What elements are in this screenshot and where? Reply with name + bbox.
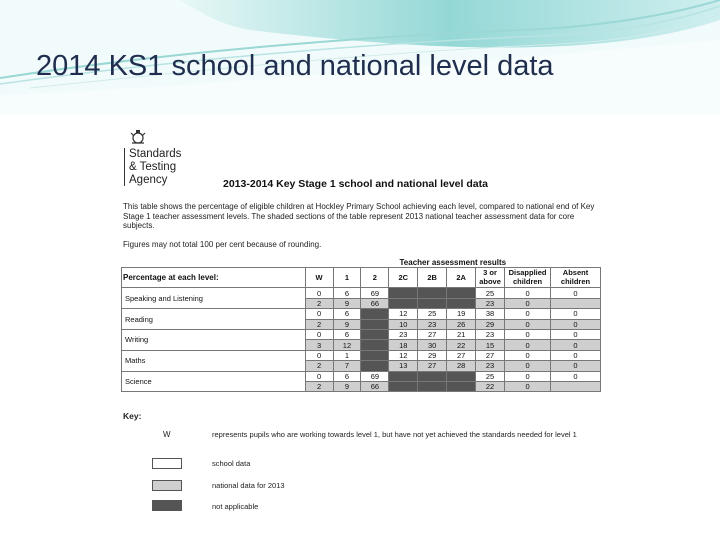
data-cell: 0 — [505, 288, 551, 298]
data-cell: 15 — [476, 340, 505, 350]
data-cell: 19 — [447, 309, 476, 319]
agency-name-line: & Testing — [129, 161, 177, 173]
data-cell: 23 — [476, 361, 505, 371]
not-applicable-cell — [361, 319, 389, 329]
data-cell: 0 — [505, 371, 551, 381]
column-header: Disapplied children — [505, 268, 551, 288]
column-header: 2B — [418, 268, 447, 288]
data-cell: 0 — [551, 319, 601, 329]
column-header: 1 — [333, 268, 361, 288]
data-cell: 0 — [305, 288, 333, 298]
school-data-row — [122, 329, 601, 339]
data-cell: 2 — [305, 319, 333, 329]
data-cell: 25 — [476, 288, 505, 298]
data-cell: 0 — [505, 298, 551, 308]
data-cell: 0 — [551, 340, 601, 350]
data-cell: 69 — [361, 288, 389, 298]
sta-logo — [121, 126, 201, 188]
data-cell: 0 — [505, 350, 551, 360]
data-cell: 12 — [389, 309, 418, 319]
report-document — [121, 126, 601, 526]
rounding-note: Figures may not total 100 per cent because of rounding. — [123, 240, 322, 249]
data-cell — [551, 381, 601, 391]
key-legend — [121, 411, 601, 526]
data-cell: 0 — [305, 329, 333, 339]
not-applicable-cell — [418, 381, 447, 391]
table-heading: Teacher assessment results — [399, 258, 507, 268]
column-header: W — [305, 268, 333, 288]
not-applicable-cell — [447, 381, 476, 391]
data-cell: 0 — [551, 371, 601, 381]
data-cell: 18 — [389, 340, 418, 350]
column-header: 3 or above — [476, 268, 505, 288]
data-cell: 13 — [389, 361, 418, 371]
school-data-row — [122, 350, 601, 360]
key-school-label: school data — [212, 459, 251, 468]
not-applicable-cell — [361, 309, 389, 319]
data-cell: 22 — [476, 381, 505, 391]
data-cell: 2 — [305, 361, 333, 371]
key-not-applicable-swatch — [152, 500, 182, 511]
data-cell: 26 — [447, 319, 476, 329]
data-cell: 12 — [333, 340, 361, 350]
subject-label: Science — [122, 371, 306, 392]
data-cell: 0 — [551, 350, 601, 360]
data-cell: 12 — [389, 350, 418, 360]
teacher-assessment-table — [121, 258, 601, 392]
data-cell: 6 — [333, 329, 361, 339]
column-header: Absent children — [551, 268, 601, 288]
data-cell: 28 — [447, 361, 476, 371]
school-data-row — [122, 371, 601, 381]
data-cell: 9 — [333, 319, 361, 329]
data-cell: 0 — [505, 329, 551, 339]
school-data-row — [122, 309, 601, 319]
not-applicable-cell — [447, 371, 476, 381]
not-applicable-cell — [447, 298, 476, 308]
data-cell: 66 — [361, 381, 389, 391]
not-applicable-cell — [361, 329, 389, 339]
data-cell: 7 — [333, 361, 361, 371]
data-cell: 0 — [505, 309, 551, 319]
key-not-applicable-label: not applicable — [212, 502, 259, 511]
not-applicable-cell — [418, 298, 447, 308]
data-cell: 23 — [476, 298, 505, 308]
data-cell: 9 — [333, 381, 361, 391]
data-cell: 9 — [333, 298, 361, 308]
data-cell: 0 — [305, 350, 333, 360]
data-cell: 10 — [389, 319, 418, 329]
data-cell: 29 — [418, 350, 447, 360]
data-cell: 23 — [476, 329, 505, 339]
subject-label: Maths — [122, 350, 306, 371]
data-cell: 21 — [447, 329, 476, 339]
key-w-description: represents pupils who are working towards level 1, but have not yet achieved the standards needed for level 1 — [212, 430, 577, 439]
data-cell: 0 — [551, 329, 601, 339]
agency-name-line: Standards — [129, 148, 182, 160]
data-cell: 0 — [305, 371, 333, 381]
data-cell: 6 — [333, 371, 361, 381]
royal-crest-icon — [128, 129, 148, 147]
data-cell: 27 — [418, 329, 447, 339]
not-applicable-cell — [418, 371, 447, 381]
data-cell: 69 — [361, 371, 389, 381]
key-w-symbol: W — [163, 430, 171, 439]
data-cell: 23 — [389, 329, 418, 339]
data-cell: 0 — [505, 381, 551, 391]
not-applicable-cell — [447, 288, 476, 298]
key-title: Key: — [123, 411, 142, 421]
not-applicable-cell — [418, 288, 447, 298]
document-description: This table shows the percentage of eligible children at Hockley Primary School achieving each level, compared to national end of Key Stage 1 teacher assessment levels. The shaded sections of the table represent 2013 national teacher assessment data for core subjects. — [123, 202, 595, 231]
subject-label: Reading — [122, 309, 306, 330]
data-cell: 2 — [305, 381, 333, 391]
data-cell: 30 — [418, 340, 447, 350]
school-data-row — [122, 288, 601, 298]
key-school-swatch — [152, 458, 182, 469]
data-cell: 27 — [476, 350, 505, 360]
data-cell: 25 — [476, 371, 505, 381]
column-header: 2 — [361, 268, 389, 288]
data-cell: 6 — [333, 288, 361, 298]
column-header: 2C — [389, 268, 418, 288]
subject-label: Writing — [122, 329, 306, 350]
data-cell: 0 — [551, 288, 601, 298]
key-national-label: national data for 2013 — [212, 481, 285, 490]
data-cell: 6 — [333, 309, 361, 319]
data-cell: 3 — [305, 340, 333, 350]
agency-name-line: Agency — [129, 174, 168, 186]
data-cell: 23 — [418, 319, 447, 329]
key-national-swatch — [152, 480, 182, 491]
not-applicable-cell — [389, 371, 418, 381]
not-applicable-cell — [361, 340, 389, 350]
not-applicable-cell — [361, 350, 389, 360]
data-cell: 22 — [447, 340, 476, 350]
not-applicable-cell — [389, 288, 418, 298]
data-cell: 66 — [361, 298, 389, 308]
data-cell: 0 — [305, 309, 333, 319]
data-cell: 0 — [551, 361, 601, 371]
table-spacer — [122, 258, 306, 268]
row-heading: Percentage at each level: — [122, 268, 306, 288]
not-applicable-cell — [389, 381, 418, 391]
document-title: 2013-2014 Key Stage 1 school and national level data — [223, 178, 488, 190]
data-cell: 0 — [505, 340, 551, 350]
data-cell: 27 — [447, 350, 476, 360]
data-cell: 25 — [418, 309, 447, 319]
data-cell: 29 — [476, 319, 505, 329]
slide-title: 2014 KS1 school and national level data — [36, 50, 554, 82]
subject-label: Speaking and Listening — [122, 288, 306, 309]
data-cell: 0 — [551, 309, 601, 319]
data-cell — [551, 298, 601, 308]
data-cell: 0 — [505, 361, 551, 371]
data-cell: 1 — [333, 350, 361, 360]
data-cell: 0 — [505, 319, 551, 329]
not-applicable-cell — [389, 298, 418, 308]
data-cell: 38 — [476, 309, 505, 319]
column-header: 2A — [447, 268, 476, 288]
logo-divider — [124, 148, 125, 186]
data-cell: 27 — [418, 361, 447, 371]
not-applicable-cell — [361, 361, 389, 371]
data-cell: 2 — [305, 298, 333, 308]
